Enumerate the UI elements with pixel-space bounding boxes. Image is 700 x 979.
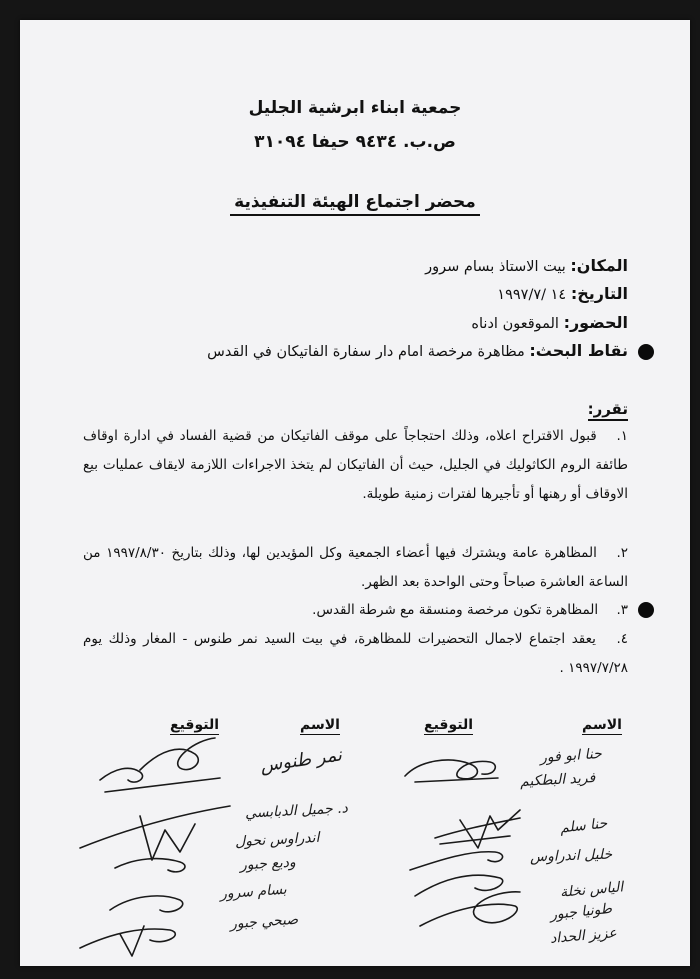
signature-5 bbox=[80, 806, 230, 872]
handwritten-name: عزيز الحداد bbox=[549, 925, 618, 947]
punch-hole-top bbox=[638, 344, 654, 360]
item-number: ٢. bbox=[616, 545, 628, 561]
topics-value: مظاهرة مرخصة امام دار سفارة الفاتيكان في القدس bbox=[207, 344, 525, 360]
handwritten-name: اندراوس نحول bbox=[234, 829, 320, 851]
decision-item bbox=[83, 625, 628, 683]
item-text: قبول الاقتراح اعلاه، وذلك احتجاجاً على موقف الفاتيكان من قضية الفساد في ادارة اوقاف طائفة الروم الكاثوليك في الجليل، حيث أن الفاتيكان لم يتخذ الاجراءات اللازمة لايقاف عمليات بيع الاوقاف أو رهنها أو تأجيرها لفترات زمنية طويلة. bbox=[83, 428, 628, 502]
column-header-signature-right: التوقيع bbox=[424, 717, 473, 733]
handwritten-name: بسام سرور bbox=[219, 881, 288, 903]
topics-label: نقاط البحث: bbox=[529, 341, 628, 360]
organization-address: ص.ب. ٩٤٣٤ حيفا ٣١٠٩٤ bbox=[254, 132, 456, 152]
place-value: بيت الاستاذ بسام سرور bbox=[425, 259, 566, 275]
meeting-title-text: محضر اجتماع الهيئة التنفيذية bbox=[230, 192, 480, 216]
punch-hole-bottom bbox=[638, 602, 654, 618]
handwritten-name: خليل اندراوس bbox=[529, 846, 613, 866]
organization-name: جمعية ابناء ابرشية الجليل bbox=[248, 98, 462, 118]
document-page bbox=[20, 20, 690, 966]
handwritten-name: الياس نخلة bbox=[559, 879, 624, 901]
field-present bbox=[60, 313, 628, 332]
column-header-name-left: الاسم bbox=[300, 717, 340, 733]
field-date bbox=[60, 284, 628, 303]
column-header-name-right: الاسم bbox=[582, 717, 622, 733]
field-topics bbox=[60, 341, 628, 360]
date-label: التاريخ: bbox=[570, 284, 628, 303]
item-number: ٣. bbox=[616, 602, 628, 618]
meeting-title bbox=[20, 192, 690, 212]
signature-4 bbox=[100, 738, 220, 792]
signature-2 bbox=[435, 810, 520, 848]
item-number: ١. bbox=[616, 428, 628, 444]
signature-scribbles bbox=[20, 720, 690, 966]
item-text: المظاهرة تكون مرخصة ومنسقة مع شرطة القدس. bbox=[312, 602, 599, 618]
signature-1 bbox=[405, 760, 498, 782]
field-place bbox=[60, 256, 628, 275]
decided-heading: تقرر: bbox=[588, 400, 628, 421]
column-header-signature-left: التوقيع bbox=[170, 717, 219, 733]
item-text: يعقد اجتماع لاجمال التحضيرات للمظاهرة، في بيت السيد نمر طنوس - المغار وذلك يوم ١٩٩٧/٧/٢٨ . bbox=[83, 631, 628, 676]
handwritten-name: د. جميل الدبابسي bbox=[244, 800, 349, 822]
handwritten-name: حنا ابو فور bbox=[539, 745, 603, 767]
decision-item bbox=[83, 596, 628, 625]
decision-item bbox=[83, 539, 628, 597]
place-label: المكان: bbox=[570, 256, 628, 275]
present-value: الموقعون ادناه bbox=[471, 316, 559, 332]
handwritten-name: طونيا جبور bbox=[549, 900, 613, 924]
present-label: الحضور: bbox=[563, 313, 628, 332]
handwritten-name: حنا سلم bbox=[559, 815, 608, 837]
item-text: المظاهرة عامة ويشترك فيها أعضاء الجمعية وكل المؤيدين لها، وذلك بتاريخ ١٩٩٧/٨/٣٠ من الساعة العاشرة صباحاً وحتى الواحدة بعد الظهر. bbox=[83, 545, 628, 590]
handwritten-name: صبحي جبور bbox=[229, 911, 299, 933]
signature-6 bbox=[80, 896, 183, 956]
handwritten-name: نمر طنوس bbox=[258, 744, 344, 777]
decision-item bbox=[83, 422, 628, 509]
signature-3 bbox=[410, 852, 520, 926]
item-number: ٤. bbox=[616, 631, 628, 647]
handwritten-name: فريد البطكيم bbox=[519, 770, 596, 790]
date-value: ١٤ /١٩٩٧/٧ bbox=[497, 287, 567, 303]
handwritten-name: وديع جبور bbox=[239, 854, 297, 874]
